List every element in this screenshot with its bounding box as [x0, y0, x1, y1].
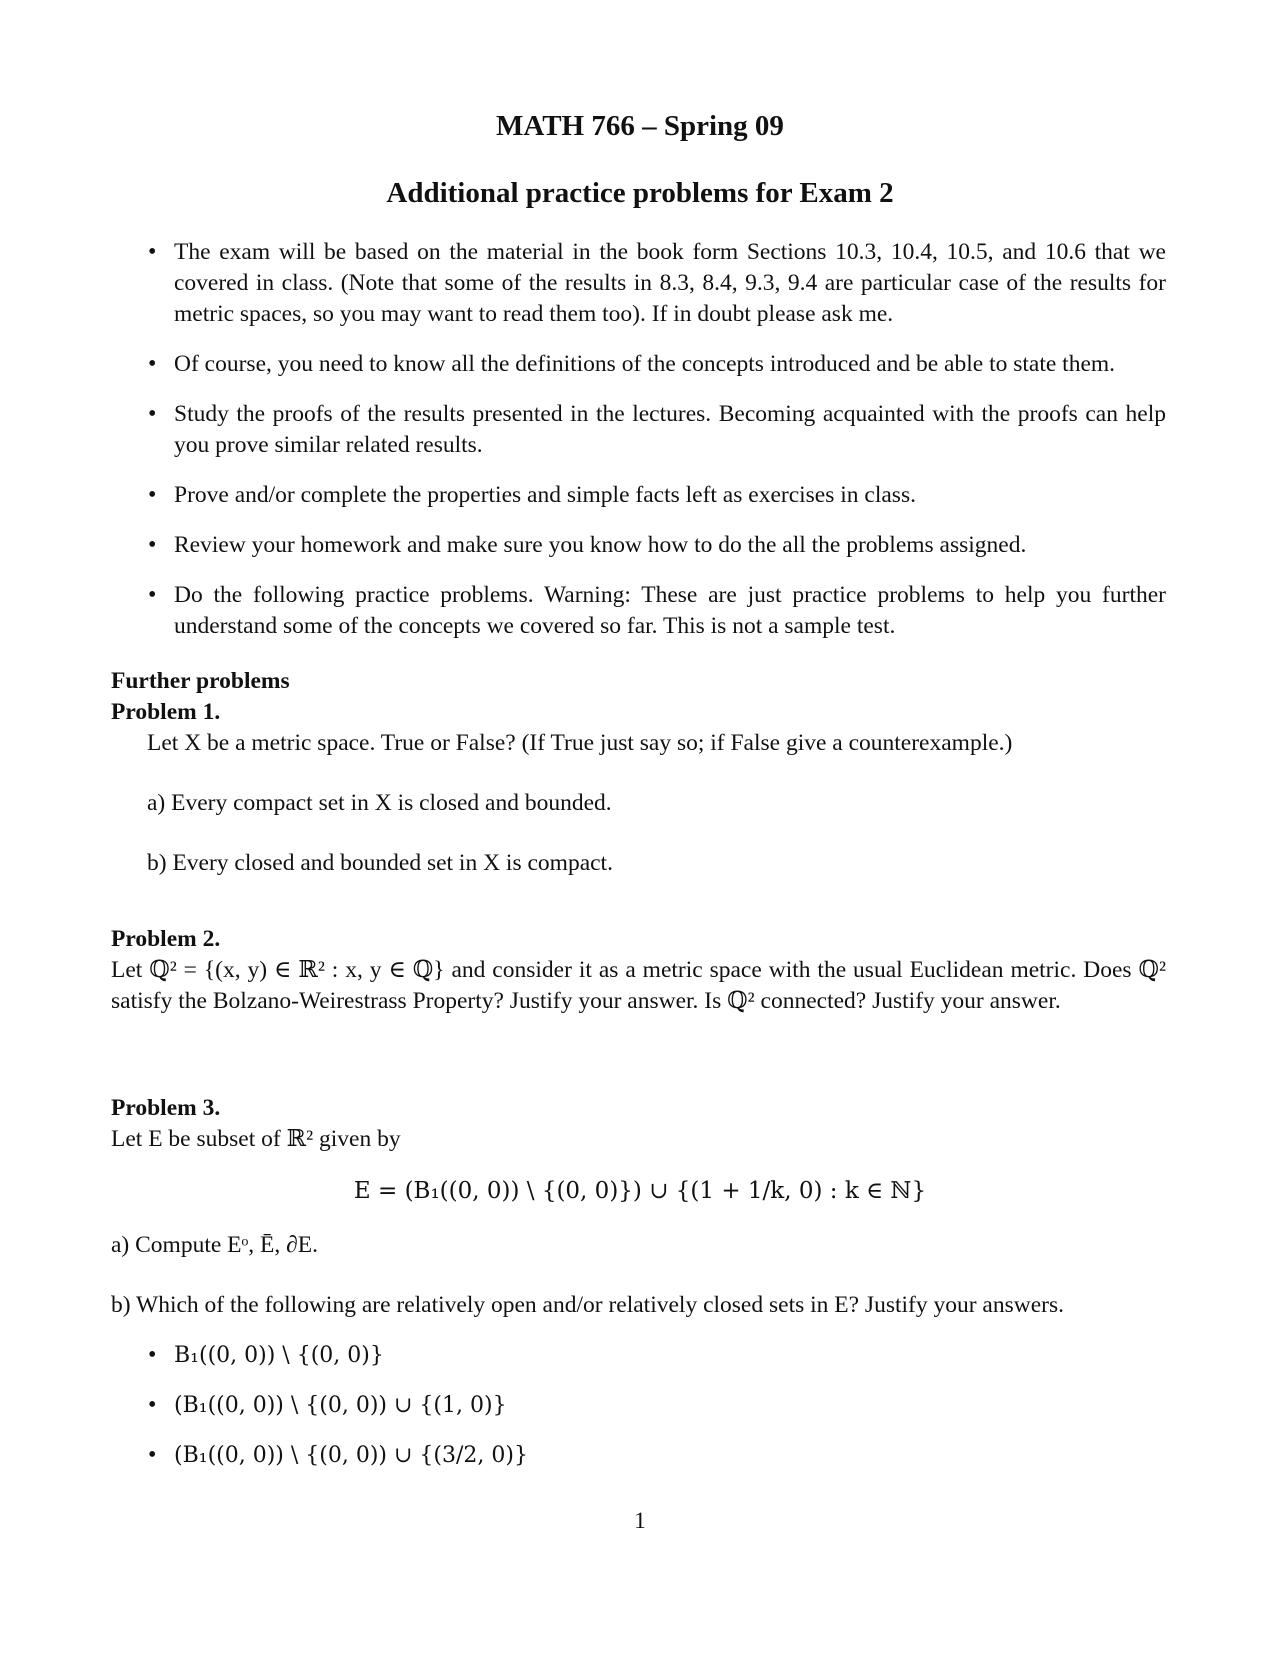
section-heading: Further problems [111, 668, 290, 694]
problem-3-intro: Let E be subset of ℝ² given by [111, 1126, 401, 1152]
list-item: • Prove and/or complete the properties and simple facts left as exercises in class. [146, 480, 1166, 511]
instructions-list [146, 237, 1166, 661]
problem-3-part-b: b) Which of the following are relatively open and/or relatively closed sets in E? Justify your answers. [111, 1292, 1065, 1318]
page-subtitle: Additional practice problems for Exam 2 [386, 177, 894, 209]
list-item: • Review your homework and make sure you know how to do the all the problems assigned. [146, 530, 1166, 561]
problem-1-part-a: a) Every compact set in X is closed and bounded. [147, 790, 612, 816]
list-item: • (B₁((0, 0)) \ {(0, 0)) ∪ {(3/2, 0)} [146, 1440, 746, 1471]
list-item: • B₁((0, 0)) \ {(0, 0)} [146, 1340, 746, 1371]
problem-1-heading: Problem 1. [111, 699, 221, 725]
list-item: • The exam will be based on the material in the book form Sections 10.3, 10.4, 10.5, and 10.6 that we covered in class. (Note that some of the results in 8.3, 8.4, 9.3, 9.4 are particular case of the results for metric spaces, so you may want to read them too). If in doubt please ask me. [146, 237, 1166, 330]
relative-sets-list [146, 1340, 746, 1490]
page-number: 1 [634, 1508, 646, 1534]
list-item: • Study the proofs of the results presented in the lectures. Becoming acquainted with the proofs can help you prove similar related results. [146, 399, 1166, 461]
problem-3-heading: Problem 3. [111, 1095, 221, 1121]
problem-3-equation: E = (B₁((0, 0)) \ {(0, 0)}) ∪ {(1 + 1/k, 0) : k ∈ ℕ} [353, 1178, 927, 1204]
problem-2-heading: Problem 2. [111, 926, 221, 952]
problem-3-part-a: a) Compute Eᵒ, Ē, ∂E. [111, 1232, 318, 1258]
list-item: • (B₁((0, 0)) \ {(0, 0)) ∪ {(1, 0)} [146, 1390, 746, 1421]
problem-1-part-b: b) Every closed and bounded set in X is compact. [147, 850, 613, 876]
problem-1-intro: Let X be a metric space. True or False? (If True just say so; if False give a counterexample.) [147, 730, 1013, 756]
list-item: • Of course, you need to know all the definitions of the concepts introduced and be able to state them. [146, 349, 1166, 380]
page-title: MATH 766 – Spring 09 [496, 110, 784, 142]
problem-2-text: Let ℚ² = {(x, y) ∈ ℝ² : x, y ∈ ℚ} and consider it as a metric space with the usual Euclidean metric. Does ℚ² satisfy the Bolzano-Weirestrass Property? Justify your answer. Is ℚ² connected? Justify your answer. [111, 957, 1166, 1014]
list-item: • Do the following practice problems. Warning: These are just practice problems to help you further understand some of the concepts we covered so far. This is not a sample test. [146, 580, 1166, 642]
